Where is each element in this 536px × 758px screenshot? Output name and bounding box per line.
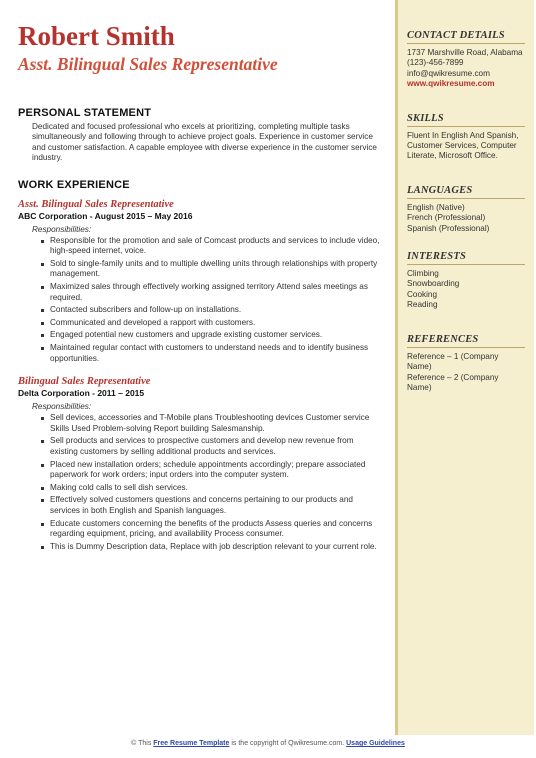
list-item: Sold to single-family units and to multiple dwelling units through relationships with property management. [50, 259, 380, 280]
skills-heading: SKILLS [407, 113, 525, 127]
contact-block [407, 48, 525, 90]
list-item: English (Native) [407, 202, 465, 212]
sidebar [395, 0, 534, 735]
languages-heading: LANGUAGES [407, 185, 525, 199]
list-item: Cooking [407, 289, 438, 299]
free-resume-template-link[interactable]: Free Resume Template [153, 740, 230, 747]
job-title: Asst. Bilingual Sales Representative [18, 198, 174, 210]
list-item: Communicated and developed a rapport with customers. [50, 318, 380, 329]
list-item: Spanish (Professional) [407, 223, 490, 233]
footer-copyright-text: is the copyright of Qwikresume.com. [229, 740, 347, 747]
usage-guidelines-link[interactable]: Usage Guidelines [346, 740, 405, 747]
footer [0, 740, 536, 747]
contact-email[interactable]: info@qwikresume.com [407, 68, 490, 78]
list-item: Sell devices, accessories and T-Mobile plans Troubleshooting devices Customer service Skills Used Problem-solving Report building Salesmanship. [50, 413, 380, 434]
job-entry [18, 199, 380, 365]
list-item: French (Professional) [407, 213, 486, 223]
contact-heading: CONTACT DETAILS [407, 30, 525, 44]
responsibilities-label: Responsibilities: [32, 402, 92, 412]
interests-list [407, 269, 525, 311]
list-item: Sell products and services to prospective customers and develop new revenue from existing customers by selling additional products and services. [50, 436, 380, 457]
responsibilities-label: Responsibilities: [32, 224, 92, 234]
job-entry [18, 376, 380, 552]
main-column [18, 14, 380, 554]
job-company-dates: ABC Corporation - August 2015 – May 2016 [18, 210, 193, 221]
list-item: Educate customers concerning the benefits of the products Assess queries and concerns regarding equipment, pricing, and availability Process consumer. [50, 519, 380, 540]
list-item: Snowboarding [407, 279, 460, 289]
list-item: Maximized sales through effectively working assigned territory Attend sales meetings as required. [50, 282, 380, 303]
job-title: Bilingual Sales Representative [18, 376, 151, 388]
candidate-title: Asst. Bilingual Sales Representative [18, 54, 278, 74]
list-item: Effectively solved customers questions and concerns pertaining to our products and services in both English and Spanish languages. [50, 495, 380, 516]
footer-prefix: © This [131, 740, 154, 747]
list-item: Placed new installation orders; schedule appointments accordingly; prepare associated paperwork for work orders; input orders into the computer system. [50, 460, 380, 481]
list-item: Reference – 1 (Company Name) [407, 351, 499, 372]
personal-statement-text: Dedicated and focused professional who excels at prioritizing, completing multiple tasks simultaneously and following through to achieve project goals. Experience in customer service and customer satisfaction. A capable employee with diverse experience in the customer service industry. [32, 122, 377, 163]
personal-statement-heading: PERSONAL STATEMENT [18, 107, 152, 119]
list-item: Maintained regular contact with customers to understand needs and to identify business opportunities. [50, 343, 380, 364]
languages-list [407, 203, 525, 234]
list-item: Contacted subscribers and follow-up on installations. [50, 305, 380, 316]
list-item: Reference – 2 (Company Name) [407, 372, 499, 392]
interests-heading: INTERESTS [407, 251, 525, 265]
list-item: Making cold calls to sell dish services. [50, 483, 380, 494]
candidate-name: Robert Smith [18, 21, 175, 51]
job-company-dates: Delta Corporation - 2011 – 2015 [18, 388, 145, 399]
list-item: Reading [407, 300, 438, 310]
list-item: Climbing [407, 269, 439, 279]
list-item: Responsible for the promotion and sale of Comcast products and services to include video, high-speed internet, voice. [50, 235, 380, 256]
work-experience-heading: WORK EXPERIENCE [18, 178, 130, 191]
contact-address: 1737 Marshville Road, Alabama [407, 48, 523, 57]
responsibilities-list [18, 413, 380, 552]
references-heading: REFERENCES [407, 334, 525, 348]
list-item: This is Dummy Description data, Replace with job description relevant to your current role. [50, 542, 380, 553]
contact-website[interactable]: www.qwikresume.com [407, 79, 495, 89]
skills-text: Fluent In English And Spanish, Customer Services, Computer Literate, Microsoft Office. [407, 130, 519, 161]
responsibilities-list [18, 236, 380, 365]
list-item: Engaged potential new customers and upgrade existing customer services. [50, 330, 380, 341]
references-list [407, 352, 525, 394]
contact-phone[interactable]: (123)-456-7899 [407, 58, 464, 68]
